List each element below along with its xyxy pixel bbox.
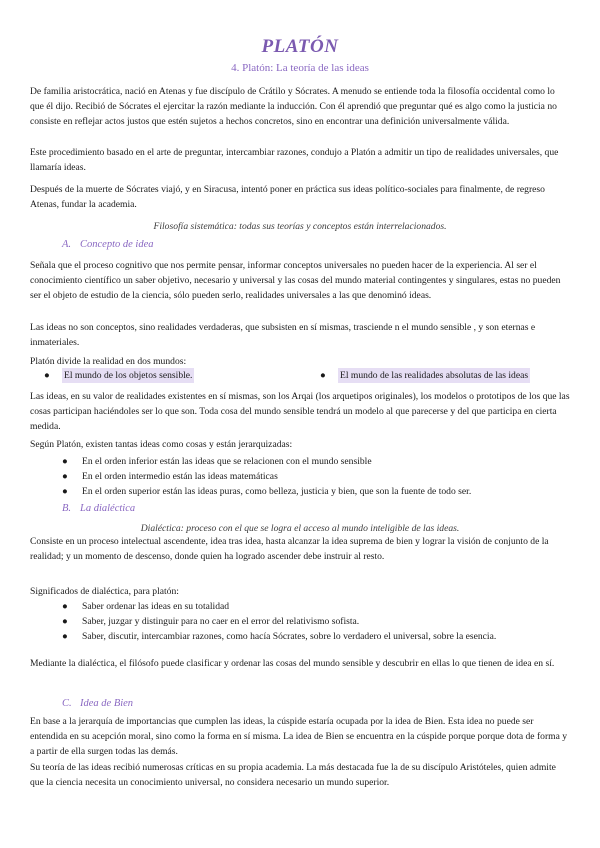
list-item	[62, 599, 570, 614]
section-c-paragraph-2: Su teoría de las ideas recibió numerosas críticas en su propia academia. La más destacada fue la de su discípulo Aristóteles, quien admite que la ciencia necesita un conocimiento universal, no considera necesario un mundo superior.	[30, 762, 556, 789]
list-item-text: En el orden superior están las ideas puras, como belleza, justicia y bien, que son la fuente de todo ser.	[82, 486, 472, 498]
list-item-text: En el orden inferior están las ideas que se relacionen con el mundo sensible	[82, 456, 372, 467]
systematic-note: Filosofía sistemática: todas sus teorías y conceptos están interrelacionados.	[153, 221, 447, 232]
section-a-paragraph-5: Según Platón, existen tantas ideas como cosas y están jerarquizadas:	[30, 439, 293, 450]
intro-paragraph-3: Después de la muerte de Sócrates viajó, y en Siracusa, intentó poner en práctica sus ideas político-sociales para finalmente, de regreso Atenas, fundar la academia.	[30, 184, 545, 211]
section-b-heading	[62, 503, 135, 514]
bullet-icon: ●	[44, 370, 50, 381]
list-item	[62, 484, 570, 499]
list-item-text: Saber, discutir, intercambiar razones, como hacía Sócrates, sobre lo verdadero el universal, sobre la esencia.	[82, 631, 497, 643]
section-c-title: Idea de Bien	[80, 698, 134, 709]
section-a-letter: A.	[62, 239, 72, 250]
section-c-paragraph-1: En base a la jerarquía de importancias que cumplen las ideas, la cúspide estaría ocupada por la idea de Bien. Esta idea no puede ser entendida en su acepción moral, sino como la forma en sí misma. La idea de Bien se encuentra en la cúspide porque porque dota de forma y a partir de ella surgen todas las demás.	[30, 716, 568, 758]
section-a-paragraph-1: Señala que el proceso cognitivo que nos permite pensar, informar conceptos universales no pueden hacer de la experiencia. Al ser el conocimiento científico un saber objetivo, necesario y universal y las cosas del mundo material contingentes y singulares, estas no pueden ser el objeto de estudio de la ciencia, sólo pueden serlo, realidades universales a las que denominó ideas.	[30, 260, 561, 302]
section-a-heading	[62, 239, 153, 250]
two-worlds-list	[30, 368, 570, 384]
section-b-paragraph-2: Significados de dialéctica, para platón:	[30, 586, 179, 597]
bullet-icon: ●	[62, 631, 68, 643]
section-b-title: La dialéctica	[80, 503, 136, 514]
list-item-text: Saber, juzgar y distinguir para no caer en el error del relativismo sofista.	[82, 616, 360, 628]
intro-paragraph-1: De familia aristocrática, nació en Atenas y fue discípulo de Crátilo y Sócrates. A menudo se entiende toda la filosofía occidental como lo que él dijo. Recibió de Sócrates el ejercitar la razón mediante la inducción. Con él aprendió que preguntar qué es algo como la justicia no consiste en reflejar actos justos que estén sujetos a hechos concretos, sino en encontrar una definición universalmente válida.	[30, 86, 557, 128]
section-c-heading	[62, 698, 133, 709]
bullet-icon: ●	[62, 456, 68, 467]
page-subtitle: 4. Platón: La teoría de las ideas	[231, 62, 369, 74]
section-c-letter: C.	[62, 698, 72, 709]
section-b-paragraph-3: Mediante la dialéctica, el filósofo puede clasificar y ordenar las cosas del mundo sensible y descubrir en ellas lo que tienen de idea en sí.	[30, 658, 555, 669]
page-title: PLATÓN	[261, 36, 339, 57]
dialectic-meanings-list	[62, 599, 570, 645]
dialectic-note: Dialéctica: proceso con el que se logra el acceso al mundo inteligible de las ideas.	[140, 523, 460, 534]
section-a-title: Concepto de idea	[80, 239, 154, 250]
world-item	[44, 368, 264, 383]
idea-orders-list	[62, 454, 570, 500]
list-item	[62, 629, 570, 644]
list-item-text: Saber ordenar las ideas en su totalidad	[82, 601, 230, 612]
list-item	[62, 614, 570, 629]
bullet-icon: ●	[62, 601, 68, 612]
section-a-paragraph-2: Las ideas no son conceptos, sino realidades verdaderas, que subsisten en sí mismas, trasciende n el mundo sensible , y son eternas e inmateriales.	[30, 322, 536, 349]
section-b-letter: B.	[62, 503, 72, 514]
world-label: El mundo de los objetos sensible.	[64, 370, 193, 381]
bullet-icon: ●	[62, 486, 68, 498]
world-label: El mundo de las realidades absolutas de las ideas	[340, 370, 529, 381]
section-a-paragraph-4: Las ideas, en su valor de realidades existentes en sí mismas, son los Arqai (los arquetipos originales), los modelos o prototipos de los que las cosas participan haciéndoles ser lo que son. Toda cosa del mundo sensible tendrá un modelo al que parecerse y del que participa en cierta medida.	[30, 391, 570, 433]
bullet-icon: ●	[320, 370, 326, 381]
world-item	[320, 368, 570, 383]
section-a-paragraph-3: Platón divide la realidad en dos mundos:	[30, 356, 187, 367]
list-item	[62, 469, 570, 484]
list-item	[62, 454, 570, 469]
list-item-text: En el orden intermedio están las ideas matemáticas	[82, 471, 278, 483]
bullet-icon: ●	[62, 471, 68, 483]
bullet-icon: ●	[62, 616, 68, 628]
intro-paragraph-2: Este procedimiento basado en el arte de preguntar, intercambiar razones, condujo a Platón a admitir un tipo de realidades universales, que llamaría ideas.	[30, 147, 559, 174]
section-b-paragraph-1: Consiste en un proceso intelectual ascendente, idea tras idea, hasta alcanzar la idea suprema de bien y lograr la visión de conjunto de la realidad; y un momento de descenso, donde quien ha logrado ascender debe instruir al resto.	[30, 536, 549, 563]
